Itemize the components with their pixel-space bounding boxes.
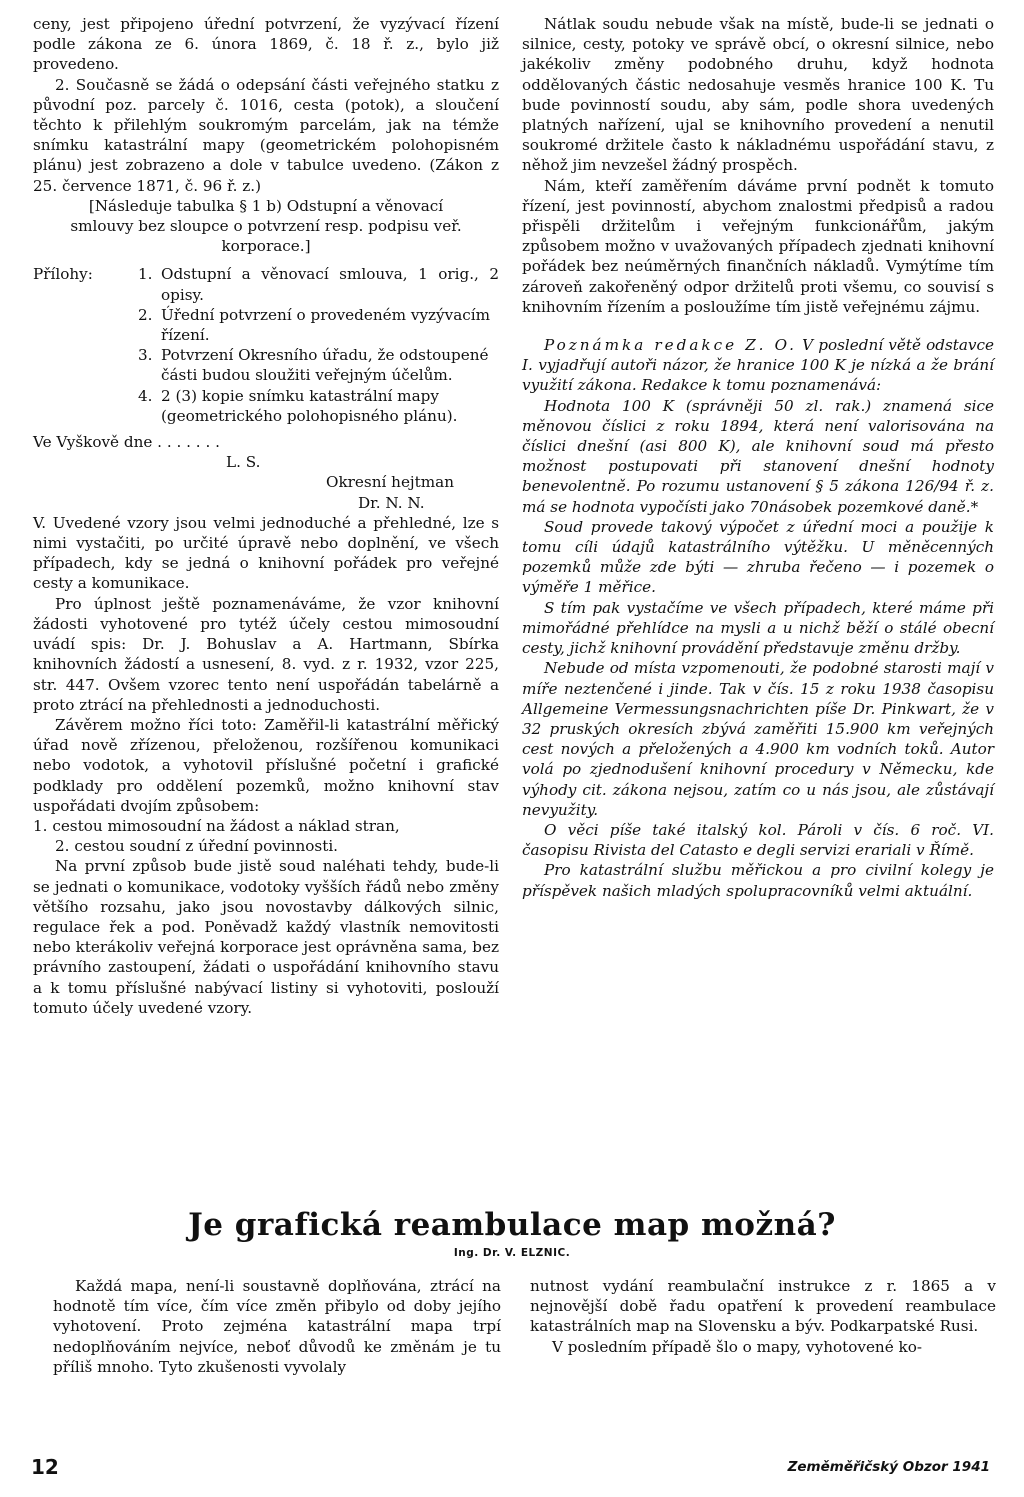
editor-note-paragraph: O věci píše také italský kol. Pároli v čís. 6 roč. VI. časopisu Rivista del Catasto e degli servizi erariali v Římě. <box>522 820 994 860</box>
item-number: 2. <box>138 305 153 324</box>
list-item: 1. cestou mimosoudní na žádost a náklad stran, <box>33 816 400 835</box>
item-text: Potvrzení Okresního úřadu, že odstoupené části budou sloužiti veřejným účelům. <box>161 346 489 385</box>
item-text: Odstupní a věnovací smlouva, 1 orig., 2 opisy. <box>161 265 499 304</box>
editor-note <box>522 335 994 396</box>
editor-note-heading: Poznámka redakce Z. O. <box>544 336 797 355</box>
article-author: Ing. Dr. V. ELZNIC. <box>453 1247 571 1259</box>
seal-mark: L. S. <box>226 453 261 472</box>
editor-note-text: V poslední větě odstavce I. vyjadřují autoři názor, že hranice 100 K je nízká a že brání využití zákona. Redakce k tomu poznamenává: <box>522 336 995 395</box>
article-title: Je grafická reambulace map možná? <box>188 1207 836 1243</box>
attachments-list <box>33 264 499 304</box>
item-text: 2 (3) kopie snímku katastrální mapy (geometrického polohopisného plánu). <box>161 386 458 425</box>
editor-note-paragraph: Soud provede takový výpočet z úřední moci a použije k tomu cíli údajů katastrálního výtěžku. U měněcenných pozemků může zde býti — zhruba řečeno — i pozemek o výměře 1 měřice. <box>522 517 994 597</box>
signature-name: Dr. N. N. <box>358 493 425 512</box>
item-text: Úřední potvrzení o provedeném vyzývacím řízení. <box>161 305 491 345</box>
left-column <box>33 14 499 1018</box>
paragraph: Každá mapa, není-li soustavně doplňována, ztrácí na hodnotě tím více, čím více změn přibylo od doby jejího vyhotovení. Proto zejména katastrální mapa trpí nedoplňováním nejvíce, neboť důvodů ke změnám je tu příliš mnoho. Tyto zkušenosti vyvolaly <box>53 1277 501 1376</box>
list-item: 2. cestou soudní z úřední povinnosti. <box>55 837 339 856</box>
paragraph: V posledním případě šlo o mapy, vyhotovené ko- <box>552 1337 923 1356</box>
editor-note-paragraph: Nebude od místa vzpomenouti, že podobné starosti mají v míře neztenčené i jinde. Tak v čís. 15 z roku 1938 časopisu Allgemeine Vermessungsnachrichten píše Dr. Pinkwart, že v 32 pruských okresích zbývá zaměřiti 15.900 km veřejných cest nových a přeložených a 4.900 km vodních toků. Autor volá po zjednodušení knihovní procedury v Německu, kde výhody cit. zákona nejsou, zatím co u nás jsou, ale zůstávají nevyužity. <box>522 659 994 819</box>
list-item <box>138 264 499 304</box>
paragraph: Na první způsob bude jistě soud naléhati tehdy, bude-li se jednati o komunikace, vodotoky vyšších řádů nebo změny většího rozsahu, jako jsou novostavby dálkových silnic, regulace řek a pod. Poněvadž každý vlastník nemovitosti nebo kterákoliv veřejná korporace jest oprávněna sama, bez právního zastoupení, žádati o uspořádání knihovního stavu a k tomu příslušné nabývací listiny si vyhotoviti, poslouží tomuto účely uvedené vzory. <box>33 857 499 1017</box>
paragraph: ceny, jest připojeno úřední potvrzení, že vyzývací řízení podle zákona ze 6. února 1869, č. 18 ř. z., bylo již provedeno. <box>33 15 499 74</box>
paragraph: Závěrem možno říci toto: Zaměřil-li katastrální měřický úřad nově zřízenou, přeloženou, rozšířenou komunikaci nebo vodotok, a vyhotovil příslušné početní i grafické podklady pro oddělení pozemků, možno knihovní stav uspořádati dvojím způsobem: <box>33 715 499 815</box>
editor-note-paragraph: S tím pak vystačíme ve všech případech, které máme při mimořádné přehlídce na mysli a u nichž běží o stálé obecní cesty, jichž knihovní provádění představuje změnu držby. <box>522 598 994 658</box>
article-left-column <box>53 1276 501 1377</box>
paragraph: Nátlak soudu nebude však na místě, bude-li se jednati o silnice, cesty, potoky ve správě obcí, o okresní silnice, nebo jakékoliv změny podobného druhu, když hodnota oddělovaných částic nedosahuje vesměs hranice 100 K. Tu bude povinností soudu, aby sám, podle shora uvedených platných nařízení, ujal se knihovního provedení a nenutil soukromé držitele často k nákladnému uspořádání stavu, z něhož jim nevzešel žádný prospěch. <box>522 15 994 175</box>
list-item <box>33 345 499 385</box>
paragraph: Nám, kteří zaměřením dáváme první podnět k tomuto řízení, jest povinností, abychom znalostmi předpisů a radou přispěli držitelům i veřejným funkcionářům, jakým způsobem možno v uvažovaných případech zjednati knihovní pořádek bez neúměrných finančních nákladů. Vymýtíme tím zároveň zakořeněný odpor držitelů proti všemu, co souvisí s knihovním řízením a posloužíme tím jistě veřejnému zájmu. <box>522 176 994 316</box>
journal-name: Zeměměřičský Obzor 1941 <box>787 1459 990 1475</box>
bracket-note: [Následuje tabulka § 1 b) Odstupní a věnovací smlouvy bez sloupce o potvrzení resp. podpisu veř. korporace.] <box>70 196 462 256</box>
item-number: 4. <box>138 386 153 405</box>
signature-title: Okresní hejtman <box>326 473 454 492</box>
item-number: 3. <box>138 346 153 365</box>
article-right-column <box>530 1276 996 1357</box>
paragraph: nutnost vydání reambulační instrukce z r. 1865 a v nejnovější době řadu opatření k provedení reambulace katastrálních map na Slovensku a býv. Podkarpatské Rusi. <box>530 1277 996 1336</box>
attachments-label: Přílohy: <box>33 265 93 284</box>
right-column <box>522 14 994 901</box>
editor-note-paragraph: Hodnota 100 K (správněji 50 zl. rak.) znamená sice měnovou číslici z roku 1894, která není valorisována na číslici dnešní (asi 800 K), ale knihovní soud má přesto možnost postupovati při stanovení dnešní hodnoty benevolentně. Po rozumu ustanovení § 5 zákona 126/94 ř. z. má se hodnota vypočísti jako 70násobek pozemkové daně.* <box>522 396 994 516</box>
paragraph: 2. Současně se žádá o odepsání části veřejného statku z původní poz. parcely č. 1016, cesta (potok), a sloučení těchto k přilehlým soukromým parcelám, jak na témže snímku katastrální mapy (geometrickém polohopisném plánu) jest zobrazeno a dole v tabulce uvedeno. (Zákon z 25. července 1871, č. 96 ř. z.) <box>33 75 499 195</box>
editor-note-paragraph: Pro katastrální službu měřickou a pro civilní kolegy je příspěvek našich mladých spolupracovníků velmi aktuální. <box>522 861 994 900</box>
page-number: 12 <box>31 1455 59 1479</box>
paragraph: V. Uvedené vzory jsou velmi jednoduché a přehledné, lze s nimi vystačiti, po určité úpravě nebo doplnění, ve všech případech, kdy se jedná o knihovní pořádek pro veřejné cesty a komunikace. <box>33 513 499 593</box>
paragraph: Pro úplnost ještě poznamenáváme, že vzor knihovní žádosti vyhotovené pro tytéž účely cestou mimosoudní uvádí spis: Dr. J. Bohuslav a A. Hartmann, Sbírka knihovních žádostí a usnesení, 8. vyd. z r. 1932, vzor 225, str. 447. Ovšem vzorec tento není uspořádán tabelárně a proto ztrácí na přehlednosti a jednoduchosti. <box>33 594 499 714</box>
place-date: Ve Vyškově dne . . . . . . . <box>33 433 220 452</box>
item-number: 1. <box>138 265 153 284</box>
list-item <box>33 386 499 426</box>
list-item <box>33 305 499 345</box>
